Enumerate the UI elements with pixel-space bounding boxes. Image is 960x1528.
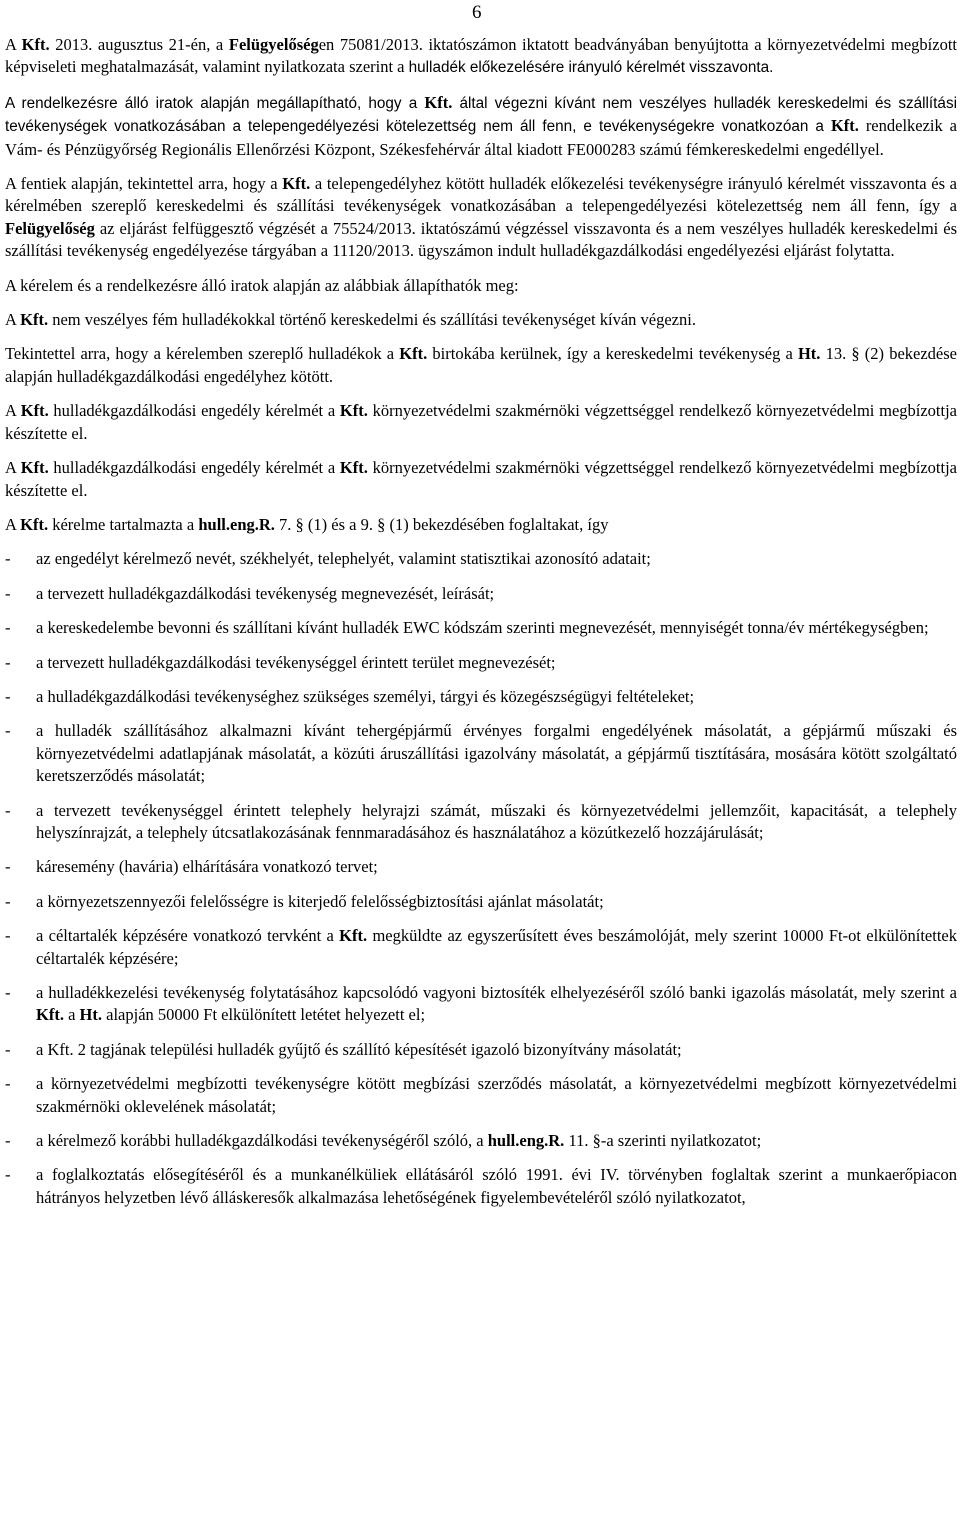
text-run: környezetvédelmi szakmérnöki végzettséggel rendelkező környezetvédelmi megbízottja készítette el. — [5, 458, 958, 500]
text-run: hulladék előkezelésére irányuló kérelmét visszavonta. — [408, 59, 774, 77]
text-run: nem veszélyes fém hulladékokkal történő kereskedelmi és szállítási tevékenységet kíván végezni. — [48, 310, 696, 330]
list-dash-marker: - — [5, 857, 11, 877]
paragraph — [5, 309, 957, 331]
text-run: az engedélyt kérelmező nevét, székhelyét, telephelyét, valamint statisztikai azonosító adatait; — [36, 549, 651, 569]
list-item — [5, 856, 957, 878]
list-item — [5, 720, 957, 787]
paragraph — [5, 343, 957, 388]
bold-term: Kft. — [20, 401, 49, 421]
bold-term: hull.eng.R. — [487, 1131, 565, 1151]
text-run: megküldte az egyszerűsített éves beszámolóját, mely szerint 10000 Ft-ot elkülönítettek céltartalék képzésére; — [36, 926, 957, 968]
text-run: 11. §-a szerinti nyilatkozatot; — [564, 1131, 762, 1151]
text-run: birtokába kerülnek, így a kereskedelmi tevékenység a — [427, 344, 798, 364]
text-run: a kereskedelembe bevonni és szállítani kívánt hulladék EWC kódszám szerinti megnevezését, mennyiségét tonna/év mértékegységben; — [36, 618, 929, 638]
bold-term: Felügyelőség — [5, 218, 95, 238]
list-item — [5, 1130, 957, 1152]
paragraph — [5, 173, 957, 263]
list-dash-marker: - — [5, 686, 11, 706]
list-dash-marker: - — [5, 1165, 11, 1185]
text-run: a tervezett hulladékgazdálkodási tevékenységgel érintett terület megnevezését; — [36, 652, 556, 672]
list-item — [5, 548, 957, 570]
text-run: A — [5, 35, 22, 54]
text-run: a kérelmező korábbi hulladékgazdálkodási tevékenységéről szóló, a — [36, 1131, 488, 1151]
paragraph — [5, 457, 957, 502]
text-run: hulladékgazdálkodási engedély kérelmét a — [48, 458, 340, 478]
text-run: által végezni kívánt nem veszélyes hulladék kereskedelmi és szállítási tevékenységek vonatkozásában a telepengedélyezési kötelezettség nem áll fenn, e tevékenységekre vonatkozóan a — [5, 94, 957, 136]
text-run: a hulladék szállításához alkalmazni kívánt tehergépjármű érvényes forgalmi engedélyének másolatát, a gépjármű műszaki és környezetvédelmi adatlapjának másolatát, a közúti áruszállítási igazolvány másolatát, a gépjármű tisztítására, mosására kötött szolgáltató keretszerződés másolatát; — [36, 721, 957, 786]
text-run: 7. § (1) és a 9. § (1) bekezdésében foglaltakat, így — [274, 514, 609, 534]
paragraph-group — [5, 34, 957, 536]
list-item — [5, 982, 957, 1027]
list-item — [5, 800, 957, 845]
bold-term: Kft. — [339, 401, 368, 421]
page-number: 6 — [472, 2, 482, 23]
text-run: 13. § (2) bekezdése alapján hulladékgazdálkodási engedélyhez kötött. — [5, 344, 957, 386]
text-run: Tekintettel arra, hogy a kérelemben szereplő hulladékok a — [5, 344, 400, 364]
text-run: káresemény (havária) elhárítására vonatkozó tervet; — [36, 857, 378, 877]
text-run: rendelkezik a Vám- és Pénzügyőrség Regionális Ellenőrzési Központ, Székesfehérvár által kiadott FE000283 számú fémkereskedelmi engedéllyel. — [5, 116, 958, 159]
list-item — [5, 1073, 957, 1118]
text-run: környezetvédelmi szakmérnöki végzettséggel rendelkező környezetvédelmi megbízottja készítette el. — [5, 401, 958, 443]
text-run: 2013. augusztus 21-én, a — [49, 35, 229, 54]
text-run: a tervezett hulladékgazdálkodási tevékenység megnevezését, leírását; — [36, 583, 495, 603]
text-run: az eljárást felfüggesztő végzését a 75524/2013. iktatószámú végzéssel visszavonta és a nem veszélyes hulladék kereskedelmi és szállítási tevékenység engedélyezése tárgyában a 11120/2013. ügyszámon indult hulladékgazdálkodási engedélyezési eljárást folytatta. — [5, 218, 957, 261]
text-run: A — [5, 310, 21, 330]
list-dash-marker: - — [5, 891, 11, 911]
list-item — [5, 652, 957, 674]
text-run: a foglalkoztatás elősegítéséről és a munkanélküliek ellátásáról szóló 1991. évi IV. törvényben foglaltak szerint a munkaerőpiacon hátrányos helyzetben lévő álláskeresők alkalmazása lehetőségének figyelembevételéről szóló nyilatkozatot, — [36, 1165, 957, 1207]
bold-term: Kft. — [21, 35, 50, 54]
paragraph — [5, 275, 957, 297]
text-run: en 75081/2013. iktatószámon iktatott beadványában benyújtotta a környezetvédelmi megbízott képviseleti meghatalmazását, valamint nyilatkozata szerint a — [5, 35, 957, 77]
paragraph — [5, 400, 957, 445]
text-run: A — [5, 458, 21, 478]
list-item — [5, 925, 957, 970]
text-run: A fentiek alapján, tekintettel arra, hogy a — [5, 174, 283, 194]
text-run: a hulladékgazdálkodási tevékenységhez szükséges személyi, tárgyi és közegészségügyi feltételeket; — [36, 686, 695, 706]
bold-term: Kft. — [282, 174, 311, 194]
text-run: hulladékgazdálkodási engedély kérelmét a — [48, 401, 340, 421]
text-run: A rendelkezésre álló iratok alapján megállapítható, hogy a — [5, 94, 425, 112]
bold-term: hull.eng.R. — [198, 514, 275, 534]
bold-term: Kft. — [830, 116, 859, 136]
list-item — [5, 617, 957, 639]
text-run: a Kft. 2 tagjának települési hulladék gyűjtő és szállító képesítését igazoló bizonyítvány másolatát; — [36, 1039, 682, 1059]
list-dash-marker: - — [5, 1131, 11, 1151]
list-dash-marker: - — [5, 549, 11, 569]
bold-term: Kft. — [20, 458, 49, 478]
text-run: alapján 50000 Ft elkülönített letétet helyezett el; — [102, 1005, 426, 1025]
list-dash-marker: - — [5, 926, 11, 946]
text-run: A — [5, 401, 21, 421]
requirements-list — [5, 548, 957, 1209]
text-run: a — [63, 1005, 80, 1025]
text-run: a tervezett tevékenységgel érintett telephely helyrajzi számát, műszaki és környezetvédelmi jellemzőit, kapacitását, a telephely helyszínrajzát, a telephely útcsatlakozásának fennmaradásához és használatához a közútkezelő hozzájárulását; — [36, 800, 957, 842]
list-dash-marker: - — [5, 618, 11, 638]
list-dash-marker: - — [5, 983, 11, 1002]
bold-term: Kft. — [20, 514, 49, 534]
bold-term: Kft. — [36, 1005, 64, 1025]
document-body — [5, 34, 957, 1221]
paragraph — [5, 514, 957, 536]
text-run: a környezetvédelmi megbízotti tevékenységre kötött megbízási szerződés másolatát, a környezetvédelmi megbízott környezetvédelmi szakmérnöki oklevelének másolatát; — [36, 1074, 957, 1116]
list-item — [5, 1039, 957, 1061]
text-run: a céltartalék képzésére vonatkozó tervként a — [36, 926, 340, 946]
list-dash-marker: - — [5, 721, 11, 741]
list-dash-marker: - — [5, 1074, 11, 1094]
text-run: kérelme tartalmazta a — [48, 514, 199, 534]
text-run: a környezetszennyezői felelősségre is kiterjedő felelősségbiztosítási ajánlat másolatát; — [36, 891, 604, 911]
text-run: A — [5, 514, 21, 534]
list-dash-marker: - — [5, 1039, 11, 1059]
list-item — [5, 1164, 957, 1209]
bold-term: Ht. — [797, 344, 821, 364]
bold-term: Kft. — [424, 92, 453, 112]
list-item — [5, 583, 957, 605]
paragraph — [5, 92, 957, 161]
list-dash-marker: - — [5, 800, 11, 820]
paragraph — [5, 34, 957, 80]
bold-term: Kft. — [339, 926, 368, 946]
list-item — [5, 686, 957, 708]
list-dash-marker: - — [5, 583, 11, 603]
bold-term: Felügyelőség — [228, 35, 319, 54]
bold-term: Kft. — [399, 344, 428, 364]
text-run: a telepengedélyhez kötött hulladék előkezelési tevékenységre irányuló kérelmét visszavonta és a kérelmében szereplő kereskedelmi és szállítási tevékenységek vonatkozásában a telepengedélyezési kötelezettség nem áll fenn, így a — [5, 174, 958, 216]
list-item — [5, 891, 957, 913]
bold-term: Kft. — [20, 310, 49, 330]
bold-term: Kft. — [339, 458, 368, 478]
text-run: A kérelem és a rendelkezésre álló iratok alapján az alábbiak állapíthatók meg: — [5, 275, 519, 295]
bold-term: Ht. — [79, 1005, 102, 1025]
text-run: a hulladékkezelési tevékenység folytatásához kapcsolódó vagyoni biztosíték elhelyezéséről szóló banki igazolás másolatát, mely szerint a — [36, 983, 957, 1002]
list-dash-marker: - — [5, 652, 11, 672]
